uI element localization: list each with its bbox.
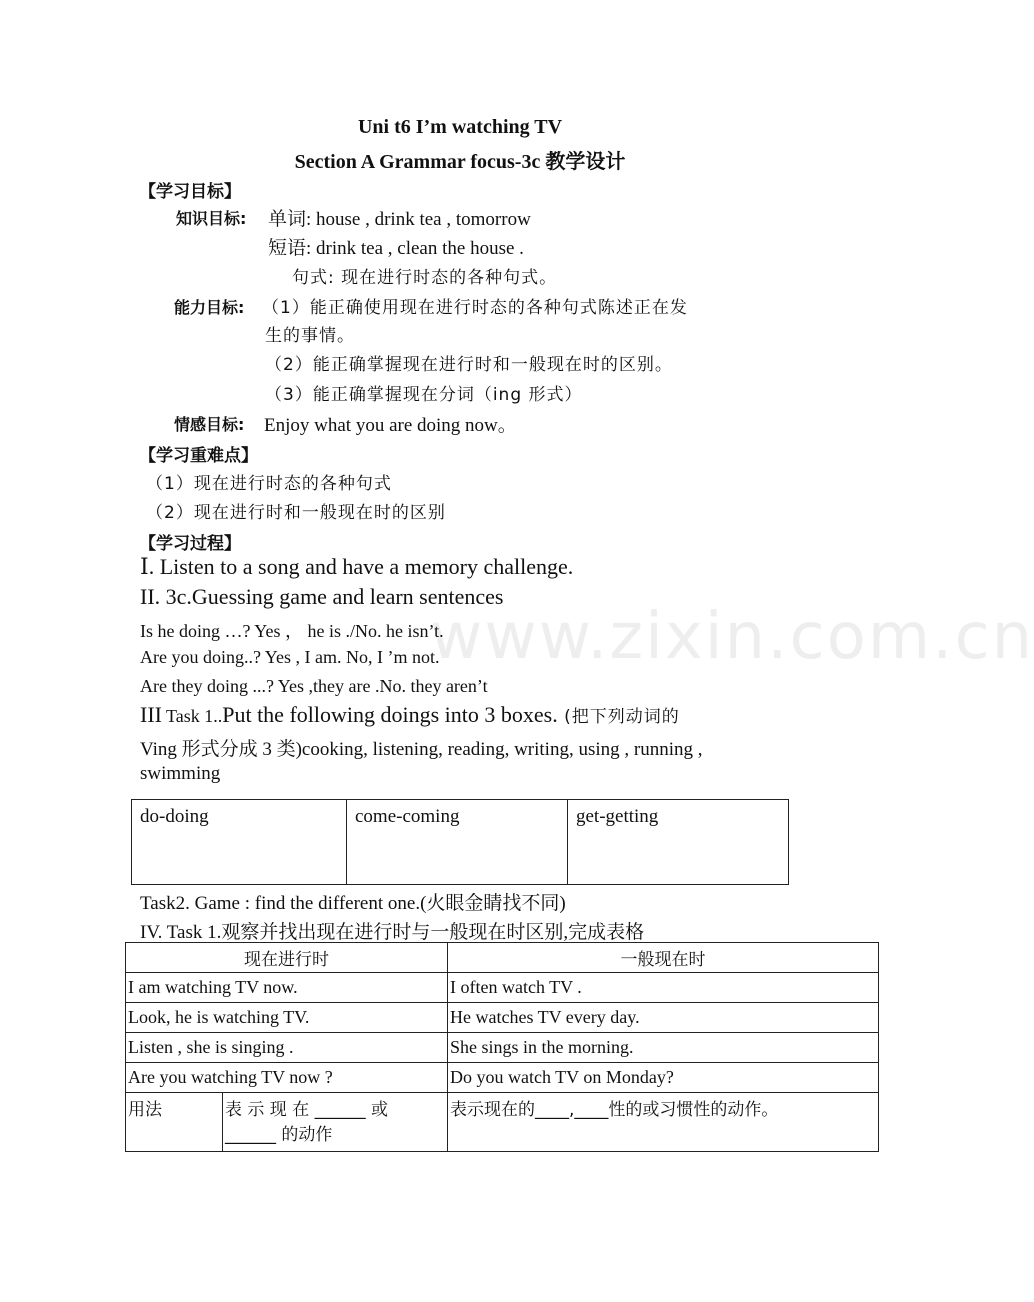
usage-left-line2: ______ 的动作 (225, 1125, 333, 1145)
ability-1b: 生的事情。 (265, 326, 355, 346)
step3-paren: (把下列动词的 (557, 707, 680, 727)
table-row-continuous: Are you watching TV now ? (126, 1063, 448, 1093)
words-line: 单词: house , drink tea , tomorrow (268, 209, 531, 230)
sentence-line: 句式: 现在进行时态的各种句式。 (292, 268, 558, 288)
step-1: Ⅰ. Listen to a song and have a memory challenge. (140, 554, 574, 579)
question-1: Is he doing …? Yes ， he is ./No. he isn’t. (140, 621, 444, 641)
step3-line2: Ving 形式分成 3 类)cooking, listening, reading, writing, using , running , (140, 739, 703, 760)
ability-1a: （1）能正确使用现在进行时态的各种句式陈述正在发 (262, 298, 688, 318)
usage-left (223, 1093, 448, 1152)
key-1: （1）现在进行时态的各种句式 (146, 474, 392, 494)
key-heading: 【学习重难点】 (139, 446, 258, 466)
page-subtitle: Section A Grammar focus-3c 教学设计 (294, 151, 626, 173)
box-come-coming: come-coming (347, 800, 568, 885)
table-row-continuous: Listen , she is singing . (126, 1033, 448, 1063)
step-2: II. 3c.Guessing game and learn sentences (140, 584, 504, 609)
process-heading: 【学习过程】 (139, 534, 241, 554)
objectives-heading: 【学习目标】 (139, 182, 241, 202)
usage-right: 表示现在的____,____性的或习惯性的动作。 (448, 1093, 879, 1152)
step-4: IV. Task 1.观察并找出现在进行时与一般现在时区别,完成表格 (140, 922, 645, 943)
task-2: Task2. Game : find the different one.(火眼金睛找不同) (140, 893, 566, 914)
emotion-text: Enjoy what you are doing now。 (264, 415, 517, 436)
key-2: （2）现在进行时和一般现在时的区别 (146, 503, 446, 523)
watermark: www.zixin.com.cn (430, 600, 1034, 674)
sort-boxes-table (131, 799, 789, 885)
step3-main: Put the following doings into 3 boxes. (222, 702, 558, 727)
table-row-simple: She sings in the morning. (448, 1033, 879, 1063)
phrases-line: 短语: drink tea , clean the house . (268, 238, 524, 259)
table-row-continuous: I am watching TV now. (126, 973, 448, 1003)
question-3: Are they doing ...? Yes ,they are .No. they aren’t (140, 676, 488, 696)
table-row-simple: I often watch TV . (448, 973, 879, 1003)
box-get-getting: get-getting (568, 800, 789, 885)
emotion-label: 情感目标: (174, 415, 245, 434)
box-do-doing: do-doing (132, 800, 347, 885)
knowledge-label: 知识目标: (176, 209, 247, 228)
step3-task: Task 1.. (165, 706, 223, 726)
step3-line3: swimming (140, 763, 221, 784)
table-row-simple: Do you watch TV on Monday? (448, 1063, 879, 1093)
ability-3: （3）能正确掌握现在分词（ing 形式） (265, 385, 583, 405)
usage-left-line1: 表 示 现 在 ______ 或 (225, 1100, 389, 1120)
usage-label: 用法 (126, 1093, 223, 1152)
header-present-continuous: 现在进行时 (126, 943, 448, 973)
question-2: Are you doing..? Yes , I am. No, I ’m not. (140, 647, 440, 667)
table-row-continuous: Look, he is watching TV. (126, 1003, 448, 1033)
ability-2: （2）能正确掌握现在进行时和一般现在时的区别。 (265, 355, 673, 375)
page-title: Uni t6 I’m watching TV (357, 116, 563, 138)
step-3 (140, 702, 680, 728)
comparison-table (125, 942, 879, 1152)
ability-label: 能力目标: (174, 298, 245, 317)
header-simple-present: 一般现在时 (448, 943, 879, 973)
table-row-simple: He watches TV every day. (448, 1003, 879, 1033)
step3-prefix: III (140, 702, 162, 727)
